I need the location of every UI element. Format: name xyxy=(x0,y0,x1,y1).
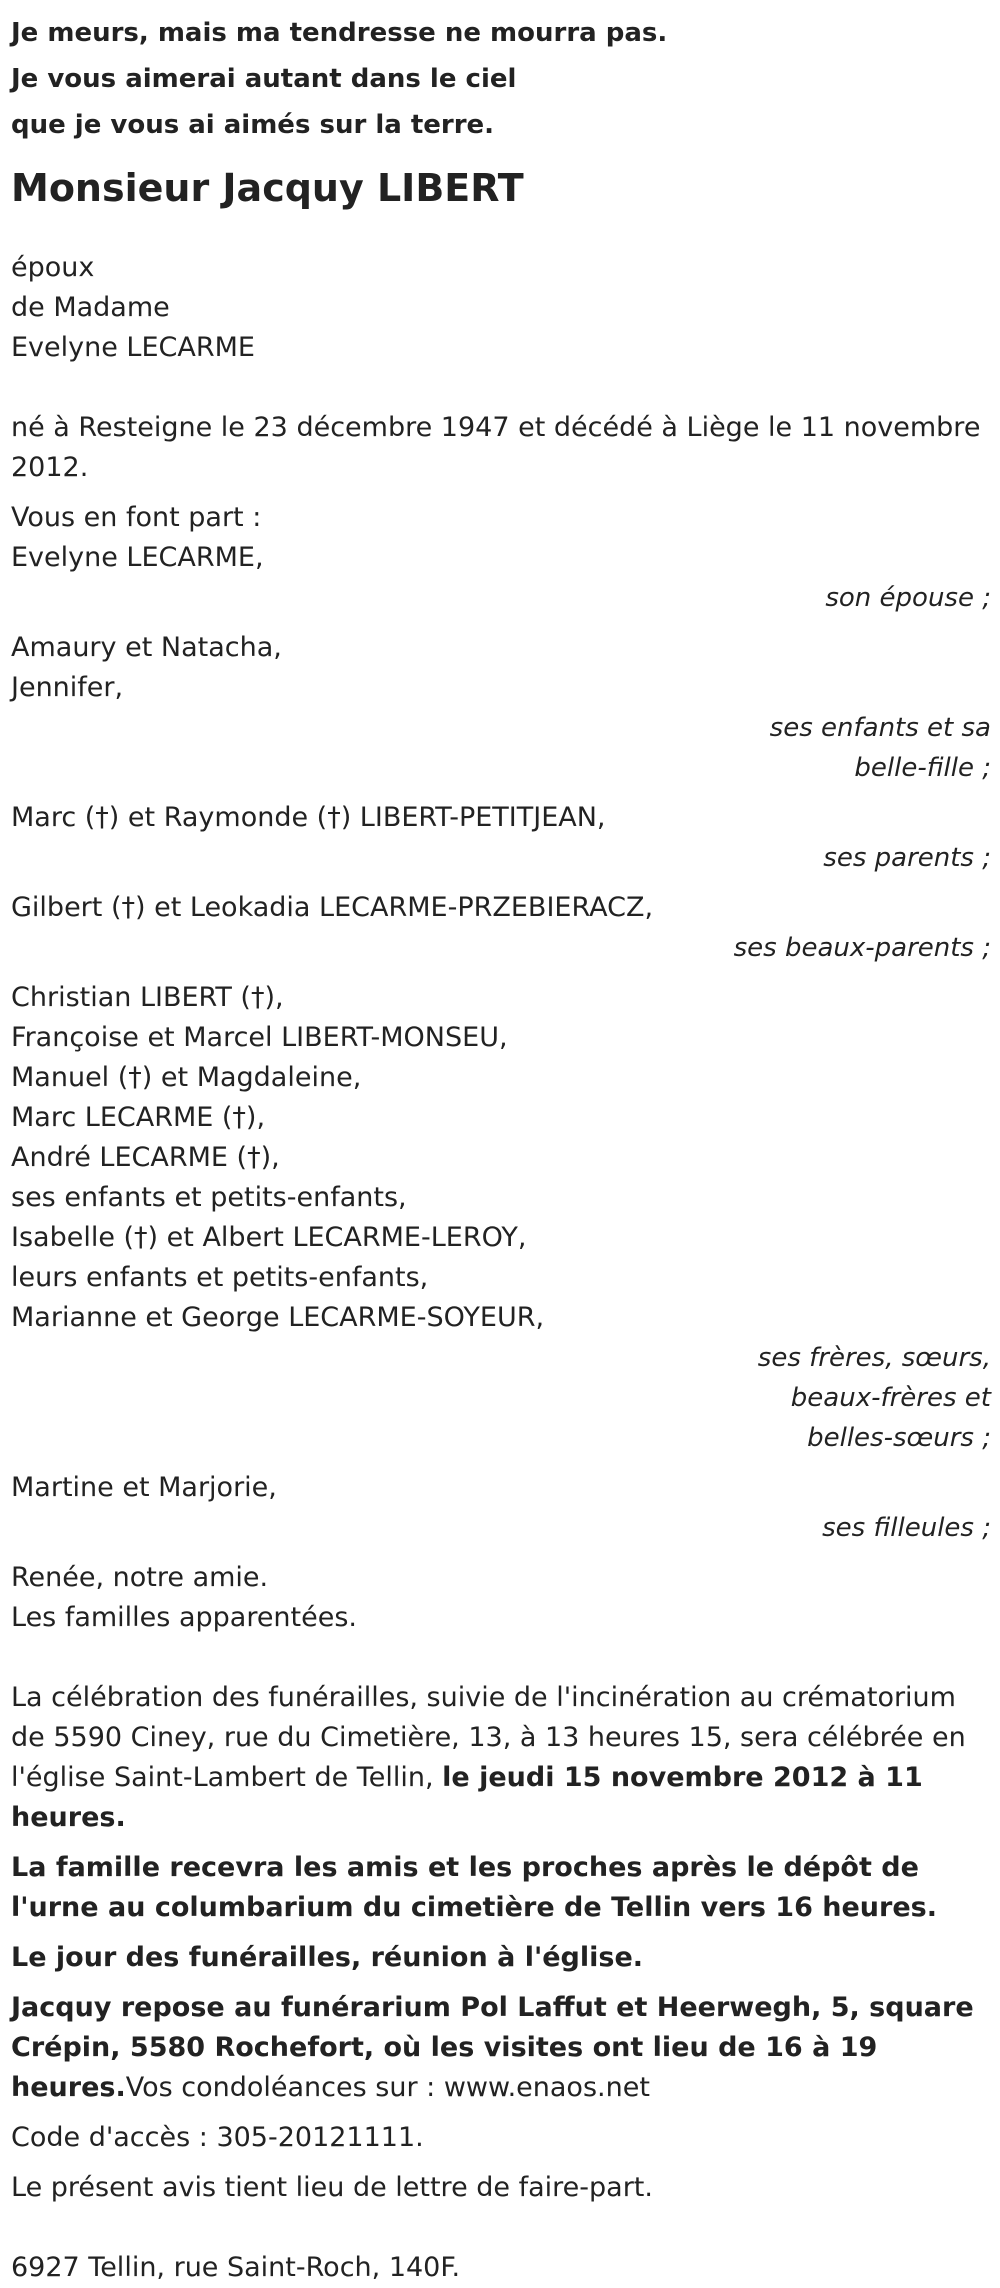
family-role: son épouse ; xyxy=(825,583,991,613)
spouse-line: Evelyne LECARME xyxy=(11,332,255,363)
family-name: Françoise et Marcel LIBERT-MONSEU, xyxy=(11,1022,508,1053)
family-role: ses beaux-parents ; xyxy=(733,933,991,963)
spouse-block xyxy=(11,248,991,368)
address: 6927 Tellin, rue Saint-Roch, 140F. xyxy=(11,2252,461,2283)
family-group xyxy=(11,978,991,1458)
rest-paragraph xyxy=(11,1988,991,2108)
spouse-line: de Madame xyxy=(11,292,170,323)
access-code: Code d'accès : 305-20121111. xyxy=(11,2122,424,2153)
deceased-name: Monsieur Jacquy LIBERT xyxy=(11,166,524,210)
family-name: ses enfants et petits-enfants, xyxy=(11,1182,407,1213)
obituary-content xyxy=(11,10,991,2288)
poem xyxy=(11,10,991,148)
meeting-text: Le jour des funérailles, réunion à l'église. xyxy=(11,1942,644,1973)
poem-line: Je vous aimerai autant dans le ciel xyxy=(11,64,517,94)
family-group xyxy=(11,1468,991,1548)
family-name: Amaury et Natacha, xyxy=(11,632,282,663)
family-group xyxy=(11,538,991,618)
funeral-date: le jeudi 15 novembre 2012 à 11 heures. xyxy=(11,1762,923,1833)
family-name: Manuel (†) et Magdaleine, xyxy=(11,1062,362,1093)
family-name: Marianne et George LECARME-SOYEUR, xyxy=(11,1302,545,1333)
family-role: ses enfants et sa xyxy=(769,713,991,743)
poem-line: que je vous ai aimés sur la terre. xyxy=(11,110,495,140)
funeral-paragraph xyxy=(11,1678,991,1838)
family-role: beaux-frères et xyxy=(790,1383,991,1413)
spouse-line: époux xyxy=(11,252,95,283)
family-name: Jennifer, xyxy=(11,672,124,703)
family-name: leurs enfants et petits-enfants, xyxy=(11,1262,429,1293)
poem-line: Je meurs, mais ma tendresse ne mourra pas. xyxy=(11,18,668,48)
family-role: ses filleules ; xyxy=(822,1513,991,1543)
family-name: Martine et Marjorie, xyxy=(11,1472,277,1503)
friends-line: Les familles apparentées. xyxy=(11,1602,358,1633)
family-group xyxy=(11,628,991,788)
reception-text: La famille recevra les amis et les proches après le dépôt de l'urne au columbarium du cimetière de Tellin vers 16 heures. xyxy=(11,1852,937,1923)
family-role: belles-sœurs ; xyxy=(807,1423,991,1453)
birth-death: né à Resteigne le 23 décembre 1947 et décédé à Liège le 11 novembre 2012. xyxy=(11,412,981,483)
family-name: Marc LECARME (†), xyxy=(11,1102,266,1133)
condolences-text: Vos condoléances sur : www.enaos.net xyxy=(125,2072,650,2103)
family-name: Marc (†) et Raymonde (†) LIBERT-PETITJEAN, xyxy=(11,802,606,833)
family-group xyxy=(11,798,991,878)
family-group xyxy=(11,888,991,968)
family-name: Evelyne LECARME, xyxy=(11,542,264,573)
friends-line: Renée, notre amie. xyxy=(11,1562,269,1593)
funeral-text: La célébration des funérailles, suivie de l'incinération au crématorium de 5590 Ciney, rue du Cimetière, 13, à 13 heures 15, sera célébrée en l'église Saint-Lambert de Tellin, xyxy=(11,1682,966,1793)
family-name: Christian LIBERT (†), xyxy=(11,982,284,1013)
friends-block xyxy=(11,1558,991,1638)
announcement-intro: Vous en font part : xyxy=(11,502,262,533)
family-role: belle-fille ; xyxy=(854,753,991,783)
family-role: ses parents ; xyxy=(823,843,991,873)
family-name: Gilbert (†) et Leokadia LECARME-PRZEBIERACZ, xyxy=(11,892,654,923)
family-name: Isabelle (†) et Albert LECARME-LEROY, xyxy=(11,1222,527,1253)
family-role: ses frères, sœurs, xyxy=(757,1343,991,1373)
rest-text: Jacquy repose au funérarium Pol Laffut et Heerwegh, 5, square Crépin, 5580 Rochefort, où les visites ont lieu de 16 à 19 heures. xyxy=(11,1992,974,2103)
notice-text: Le présent avis tient lieu de lettre de faire-part. xyxy=(11,2172,653,2203)
family-name: André LECARME (†), xyxy=(11,1142,280,1173)
